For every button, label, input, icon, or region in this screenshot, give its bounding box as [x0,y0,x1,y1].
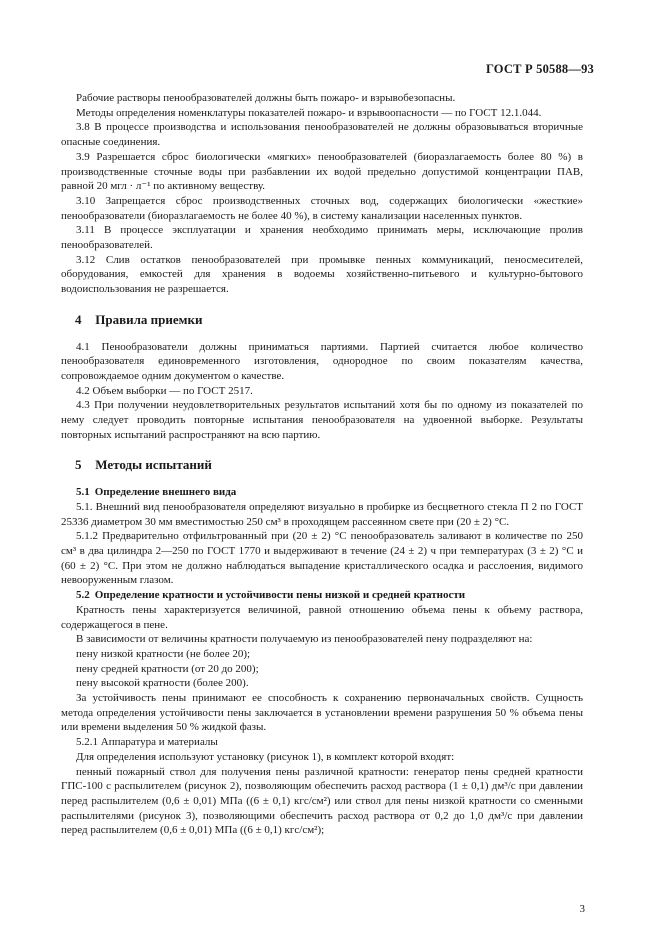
paragraph-3-9: 3.9 Разрешается сброс биологически «мягких» пенообразователей (биоразлагаемость более 80 %) в производственные сточные воды при разбавлении их водой предельно допустимой концентрации ПАВ, равной 20 мгл · л⁻¹ по активному веществу. [61,150,583,193]
paragraph-4-3: 4.3 При получении неудовлетворительных результатов испытаний хотя бы по одному из показателей по нему следует проводить повторные испытания пенообразователя на удвоенной выборке. Результаты повторных испытаний распространяют на всю партию. [61,399,583,441]
section-number: 5 [75,457,82,473]
paragraph: Методы определения номенклатуры показателей пожаро- и взрывоопасности — по ГОСТ 12.1.044. [76,106,542,119]
paragraph-3-11: 3.11 В процессе эксплуатации и хранения необходимо принимать меры, исключающие пролив пенообразователей. [61,224,583,252]
subsection-heading-5-1 [61,485,583,500]
section-heading-4 [61,313,583,328]
document-header: ГОСТ Р 50588—93 [485,62,594,76]
list-item: пену низкой кратности (не более 20); [76,647,251,660]
paragraph-3-12: 3.12 Слив остатков пенообразователей при промывке пенных коммуникаций, пеносмесителей, оборудования, емкостей для хранения в водоемы хозяйственно-питьевого и культурно-бытового водоиспользования не разрешается. [61,253,583,296]
section-number: 4 [75,311,82,327]
paragraph-3-8: 3.8 В процессе производства и использования пенообразователей не должны образовываться вторичные опасные соединения. [61,121,583,149]
paragraph-5-2-1: 5.2.1 Аппаратура и материалы [76,736,218,749]
page-number: 3 [579,903,585,915]
paragraph: Кратность пены характеризуется величиной, равной отношению объема пены к объему раствора, содержащегося в пене. [61,603,583,631]
paragraph-5-1-1: 5.1. Внешний вид пенообразователя определяют визуально в пробирке из бесцветного стекла П 2 по ГОСТ 25336 диаметром 30 мм вместимостью 250 см³ в проходящем рассеянном свете при (20 ± 2) °C. [61,500,583,528]
paragraph-4-1: 4.1 Пенообразователи должны приниматься партиями. Партией считается любое количество пенообразователя единовременного изготовления, однородное по своим показателям качества, сопровождаемое одним документом о качестве. [61,340,583,382]
subsection-heading-5-2 [61,588,583,603]
subsection-number: 5.2 [76,589,90,602]
section-title: Правила приемки [95,311,203,327]
paragraph: Для определения используют установку (рисунок 1), в комплект которой входят: [76,750,455,763]
subsection-number: 5.1 [76,486,90,499]
list-item: пену средней кратности (от 20 до 200); [76,662,259,675]
subsection-title: Определение кратности и устойчивости пены низкой и средней кратности [94,589,466,602]
paragraph-5-1-2: 5.1.2 Предварительно отфильтрованный при (20 ± 2) °C пенообразователь заливают в количестве по 250 см³ в два цилиндра 2—250 по ГОСТ 1770 и выдерживают в течение (24 ± 2) ч при температурах (3 ± 2) °C и (60 ± 2) °C. При этом не должно наблюдаться выпадение кристаллического осадка и расслоения, видимого невооруженным глазом. [61,530,583,587]
section-heading-5 [61,458,583,473]
list-item: пену высокой кратности (более 200). [76,677,249,690]
paragraph: пенный пожарный ствол для получения пены различной кратности: генератор пены средней кратности ГПС-100 с распылителем (рисунок 2), позволяющим обеспечить расход раствора (1 ± 0,1) дм³/с при давлении перед распылителем (0,6 ± 0,01) МПа ((6 ± 0,1) кгс/см²) или ствол для пены низкой кратности со сменными распылителями (рисунок 3), позволяющими обеспечить расход раствора от 0,2 до 1,0 дм³/с при давлении перед распылителем (0,6 ± 0,01) МПа ((6 ± 0,1) кгс/см²); [61,765,583,837]
page-content [61,91,583,838]
paragraph: Рабочие растворы пенообразователей должны быть пожаро- и взрывобезопасны. [76,92,456,104]
paragraph: За устойчивость пены принимают ее способность к сохранению первоначальных свойств. Сущность метода определения устойчивости пены заключается в установлении времени разрушения 50 % объема пены или времени выделения 50 % жидкой фазы. [61,692,583,734]
subsection-title: Определение внешнего вида [94,486,237,499]
paragraph-4-2: 4.2 Объем выборки — по ГОСТ 2517. [76,384,253,397]
section-title: Методы испытаний [95,457,212,473]
paragraph: В зависимости от величины кратности получаемую из пенообразователей пену подразделяют на: [76,633,533,646]
paragraph-3-10: 3.10 Запрещается сброс производственных сточных вод, содержащих биологически «жесткие» пенообразователи (биоразлагаемость не более 40 %), в систему канализации населенных пунктов. [61,194,583,222]
